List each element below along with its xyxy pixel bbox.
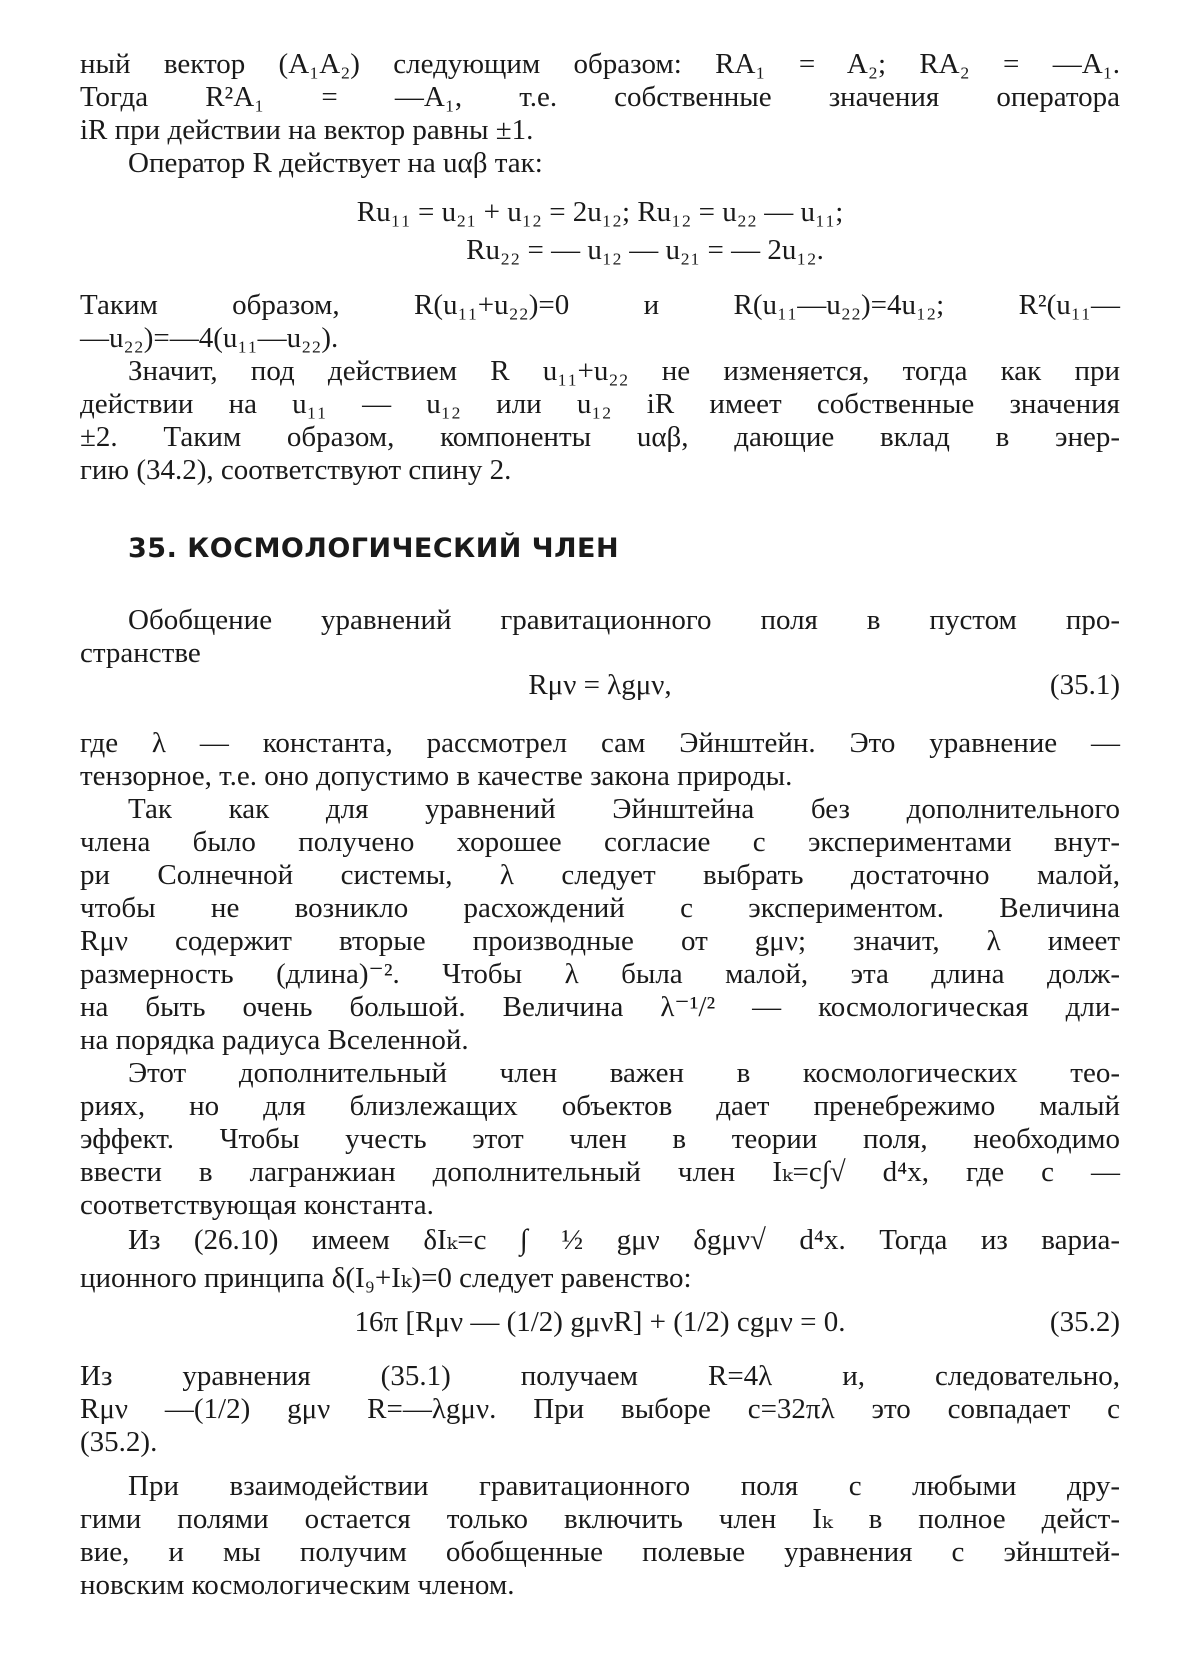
text-line: —u₂₂)=—4(u₁₁—u₂₂). <box>80 322 339 354</box>
text-line: Так как для уравнений Эйнштейна без дополнительного <box>128 793 1120 825</box>
text-line: риях, но для близлежащих объектов дает пренебрежимо малый <box>80 1090 1120 1122</box>
paragraph <box>80 289 1120 487</box>
text-line: Оператор R действует на uαβ так: <box>128 147 543 179</box>
text-line: вие, и мы получим обобщенные полевые уравнения с эйнштей- <box>80 1536 1120 1568</box>
text-line: ввести в лагранжиан дополнительный член Iₖ=c∫√ d⁴x, где c — <box>80 1156 1120 1188</box>
text-line: где λ — константа, рассмотрел сам Эйнштейн. Это уравнение — <box>80 727 1120 759</box>
equation <box>80 234 1120 274</box>
text-line: эффект. Чтобы учесть этот член в теории поля, необходимо <box>80 1123 1120 1155</box>
text-line: iR при действии на вектор равны ±1. <box>80 114 534 146</box>
text-line: странстве <box>80 637 201 669</box>
text-line: гию (34.2), соответствуют спину 2. <box>80 454 512 486</box>
equation-body: 16π [Rμν — (1/2) gμνR] + (1/2) cgμν = 0. <box>354 1306 846 1338</box>
text-line: на порядка радиуса Вселенной. <box>80 1024 469 1056</box>
text-line: действии на u₁₁ — u₁₂ или u₁₂ iR имеет собственные значения <box>80 388 1120 420</box>
equation-number: (35.2) <box>1049 1306 1120 1338</box>
text-line: Rμν содержит вторые производные от gμν; значит, λ имеет <box>80 925 1120 957</box>
text-line: тензорное, т.е. оно допустимо в качестве закона природы. <box>80 760 793 792</box>
text-line: При взаимодействии гравитационного поля с любыми дру- <box>128 1470 1120 1502</box>
text-line: ±2. Таким образом, компоненты uαβ, дающие вклад в энер- <box>80 421 1120 453</box>
paragraph <box>80 604 1120 670</box>
paragraph <box>80 1470 1120 1602</box>
equation <box>80 669 1120 709</box>
equation-body: Ru₂₂ = — u₁₂ — u₂₁ = — 2u₁₂. <box>466 234 824 266</box>
text-line: ционного принципа δ(I₉+Iₖ)=0 следует равенство: <box>80 1262 692 1294</box>
text-line: размерность (длина)⁻². Чтобы λ была малой, эта длина долж- <box>80 958 1120 990</box>
text-line: соответствующая константа. <box>80 1189 434 1221</box>
text-line: члена было получено хорошее согласие с экспериментами внут- <box>80 826 1120 858</box>
paragraph <box>80 48 1120 180</box>
paragraph <box>80 1218 1120 1295</box>
equation-body: Rμν = λgμν, <box>528 669 672 701</box>
paragraph <box>80 1360 1120 1459</box>
equation-number: (35.1) <box>1049 669 1120 701</box>
text-line: Из (26.10) имеем δIₖ=c ∫ ½ gμν δgμν√ d⁴x. Тогда из вариа- <box>128 1224 1120 1256</box>
text-line: новским космологическим членом. <box>80 1569 515 1601</box>
section-heading <box>80 532 1120 565</box>
text-line: Из уравнения (35.1) получаем R=4λ и, следовательно, <box>80 1360 1120 1392</box>
text-line: Обобщение уравнений гравитационного поля в пустом про- <box>128 604 1120 636</box>
equation <box>80 1306 1120 1346</box>
paragraph <box>80 727 1120 1222</box>
text-line: Этот дополнительный член важен в космологических тео- <box>128 1057 1120 1089</box>
text-line: Таким образом, R(u₁₁+u₂₂)=0 и R(u₁₁—u₂₂)=4u₁₂; R²(u₁₁— <box>80 289 1120 321</box>
text-line: Значит, под действием R u₁₁+u₂₂ не изменяется, тогда как при <box>128 355 1120 387</box>
equation-body: Ru₁₁ = u₂₁ + u₁₂ = 2u₁₂; Ru₁₂ = u₂₂ — u₁₁; <box>356 196 844 228</box>
text-line: на быть очень большой. Величина λ⁻¹/² — космологическая дли- <box>80 991 1120 1023</box>
text-line: (35.2). <box>80 1426 158 1458</box>
text-line: чтобы не возникло расхождений с экспериментом. Величина <box>80 892 1120 924</box>
text-line: Rμν —(1/2) gμν R=—λgμν. При выборе c=32πλ это совпадает с <box>80 1393 1120 1425</box>
text-line: ри Солнечной системы, λ следует выбрать достаточно малой, <box>80 859 1120 891</box>
section-title: 35. КОСМОЛОГИЧЕСКИЙ ЧЛЕН <box>128 533 620 564</box>
text-line: Тогда R²A₁ = —A₁, т.е. собственные значения оператора <box>80 81 1120 113</box>
equation <box>80 196 1120 236</box>
text-line: ный вектор (A₁A₂) следующим образом: RA₁ = A₂; RA₂ = —A₁. <box>80 48 1120 80</box>
text-line: гими полями остается только включить член Iₖ в полное дейст- <box>80 1503 1120 1535</box>
